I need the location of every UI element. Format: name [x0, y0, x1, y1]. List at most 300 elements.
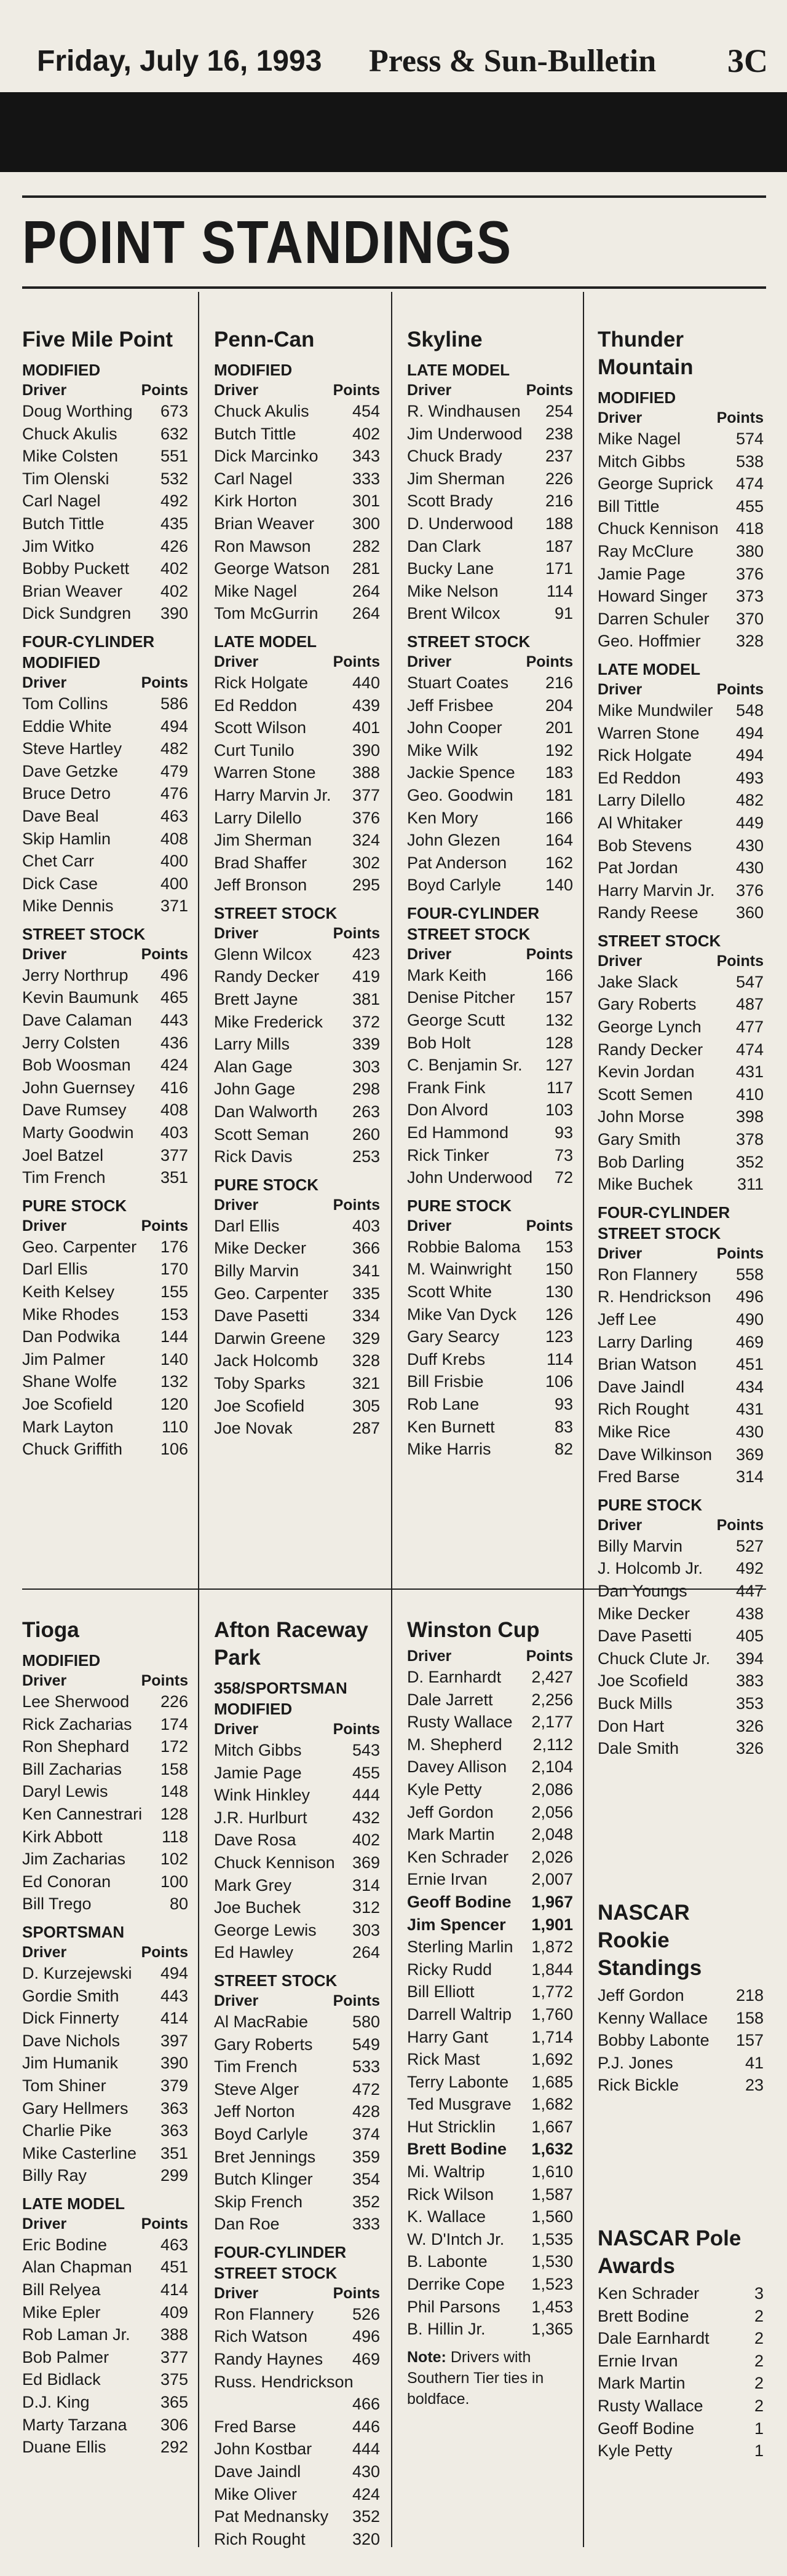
driver-points: 378: [735, 1130, 764, 1149]
points-header: Points: [333, 653, 380, 670]
driver-name: B. Hillin Jr.: [407, 2320, 486, 2339]
track-name: Five Mile Point: [22, 328, 173, 351]
standing-row: [407, 2273, 573, 2296]
driver-name: Skip Hamlin: [22, 829, 111, 848]
standing-row: [407, 1258, 573, 1281]
standing-row: [22, 693, 188, 715]
standing-row: [214, 1056, 380, 1078]
driver-name: Bill Zacharias: [22, 1759, 122, 1778]
driver-name: Dan Walworth: [214, 1102, 318, 1121]
standing-row: [22, 2391, 188, 2414]
standing-row: [407, 852, 573, 874]
driver-name: John Gage: [214, 1080, 296, 1099]
standing-row: [407, 1099, 573, 1121]
driver-name: Davey Allison: [407, 1757, 507, 1777]
driver-name: Dick Marcinko: [214, 447, 318, 466]
driver-name: Brad Shaffer: [214, 853, 307, 872]
standing-row: [598, 2029, 764, 2052]
driver-points: 414: [160, 2280, 188, 2299]
driver-points: 390: [160, 2054, 188, 2073]
header-black-bar: [0, 92, 787, 172]
standing-row: [214, 874, 380, 897]
standing-row: [407, 2318, 573, 2341]
column-headers: [407, 652, 573, 672]
points-header: Points: [716, 680, 764, 698]
driver-name: Geo. Goodwin: [407, 785, 513, 804]
standing-row: [407, 1711, 573, 1734]
driver-header: Driver: [214, 1196, 259, 1214]
driver-name: Ron Flannery: [598, 1265, 698, 1284]
driver-points: 82: [554, 1440, 573, 1459]
standing-row: [22, 1893, 188, 1915]
driver-points: 140: [160, 1349, 188, 1368]
standing-row: [598, 517, 764, 540]
standing-row: [407, 1303, 573, 1326]
driver-points: 2: [754, 2396, 764, 2415]
standing-row: [214, 694, 380, 717]
standing-row: [407, 2183, 573, 2206]
standing-row: [214, 1762, 380, 1785]
driver-name: Pat Jordan: [598, 858, 678, 878]
driver-header: Driver: [214, 653, 259, 670]
driver-points: 1,844: [531, 1960, 573, 1979]
standing-row: [407, 445, 573, 468]
driver-name: Warren Stone: [214, 763, 316, 782]
driver-name: Geo. Carpenter: [214, 1284, 329, 1303]
winston-cup-standings: [407, 1616, 573, 2409]
driver-name: Dave Wilkinson: [598, 1445, 713, 1464]
driver-points: 376: [735, 881, 764, 900]
standing-row: [407, 1936, 573, 1958]
standing-row: [214, 988, 380, 1011]
driver-name: Ron Flannery: [214, 2304, 314, 2323]
driver-points: 360: [735, 903, 764, 922]
standing-row: [407, 739, 573, 762]
driver-name: P.J. Jones: [598, 2053, 673, 2072]
driver-points: 543: [352, 1741, 380, 1759]
driver-points: 494: [160, 1963, 188, 1982]
driver-points: 326: [735, 1716, 764, 1735]
driver-header: Driver: [407, 382, 452, 399]
standing-row: [407, 2250, 573, 2273]
driver-points: 463: [160, 2235, 188, 2254]
standing-row: [214, 965, 380, 988]
column-headers: [214, 380, 380, 400]
driver-name: R. Windhausen: [407, 402, 521, 420]
driver-header: Driver: [598, 680, 643, 698]
track-name: Afton Raceway Park: [214, 1618, 368, 1670]
standing-row: [214, 2168, 380, 2191]
driver-name: Gordie Smith: [22, 1986, 119, 2005]
driver-name: Boyd Carlyle: [214, 2124, 309, 2143]
driver-points: 351: [160, 1168, 188, 1187]
driver-name: Mike Oliver: [214, 2484, 298, 2503]
standing-row: [407, 672, 573, 694]
driver-points: 363: [160, 2121, 188, 2140]
driver-name: Bob Darling: [598, 1152, 685, 1171]
driver-name: Chuck Kennison: [214, 1853, 335, 1872]
points-header: Points: [141, 2215, 188, 2232]
driver-points: 260: [352, 1125, 380, 1144]
driver-points: 23: [745, 2076, 764, 2095]
column-headers: [598, 408, 764, 428]
driver-header: Driver: [22, 382, 67, 399]
driver-name: George Lewis: [214, 1920, 317, 1939]
track-name: Tioga: [22, 1618, 79, 1642]
title-bottom-rule: [22, 286, 766, 289]
issue-date: Friday, July 16, 1993: [37, 45, 322, 77]
points-header: Points: [333, 1196, 380, 1214]
driver-name: Tom Shiner: [22, 2076, 106, 2095]
standing-row: [407, 535, 573, 558]
standing-row: [22, 1258, 188, 1281]
driver-points: 2,056: [531, 1802, 573, 1821]
driver-points: 431: [735, 1062, 764, 1082]
driver-name: Dave Jaindl: [214, 2462, 301, 2481]
driver-points: 292: [160, 2438, 188, 2457]
driver-name: Ted Musgrave: [407, 2095, 512, 2114]
driver-points: 2,112: [532, 1735, 573, 1754]
driver-points: 359: [352, 2147, 380, 2166]
driver-points: 424: [160, 1056, 188, 1075]
driver-name: Randy Haynes: [214, 2350, 323, 2369]
track-five-mile-point: [22, 326, 188, 1461]
driver-points: 354: [352, 2170, 380, 2189]
driver-name: Lee Sherwood: [22, 1692, 130, 1711]
driver-name: Joe Buchek: [214, 1898, 301, 1917]
driver-points: 326: [735, 1739, 764, 1758]
driver-points: 403: [160, 1123, 188, 1142]
driver-points: 469: [352, 2350, 380, 2369]
standing-row: [214, 784, 380, 807]
driver-points: 444: [352, 1786, 380, 1805]
driver-points: 1: [754, 2419, 764, 2438]
driver-points: 454: [352, 402, 380, 420]
driver-name: Rob Laman Jr.: [22, 2325, 130, 2344]
driver-points: 166: [545, 965, 573, 984]
driver-points: 321: [352, 1373, 380, 1392]
driver-header: Driver: [22, 673, 67, 691]
driver-name: Al Whitaker: [598, 813, 683, 832]
driver-name: Kevin Jordan: [598, 1062, 695, 1082]
driver-points: 430: [352, 2462, 380, 2481]
standing-row: [214, 2123, 380, 2146]
driver-points: 414: [160, 2009, 188, 2028]
driver-name: Rick Tinker: [407, 1145, 489, 1164]
driver-name: John Glezen: [407, 831, 500, 850]
driver-name: Bill Relyea: [22, 2280, 101, 2299]
standing-row: [407, 1666, 573, 1689]
driver-points: 216: [545, 673, 573, 692]
driver-name: Joel Batzel: [22, 1145, 104, 1164]
standing-row: [407, 512, 573, 535]
driver-name: Mike Rice: [598, 1422, 671, 1441]
driver-name: Mark Martin: [598, 2374, 686, 2393]
standing-row: [214, 445, 380, 468]
standing-row: [598, 473, 764, 495]
standing-row: [22, 602, 188, 625]
standing-row: [22, 1690, 188, 1713]
driver-points: 2,256: [531, 1690, 573, 1709]
standing-row: [214, 1237, 380, 1260]
driver-points: 106: [160, 1440, 188, 1459]
driver-name: Gary Roberts: [598, 995, 697, 1014]
driver-name: Buck Mills: [598, 1694, 673, 1713]
driver-points: 158: [160, 1759, 188, 1778]
driver-points: 170: [160, 1260, 188, 1279]
driver-name: Rick Zacharias: [22, 1714, 132, 1734]
driver-points: 83: [554, 1417, 573, 1436]
driver-name: Jackie Spence: [407, 763, 515, 782]
standing-row: [407, 1144, 573, 1167]
driver-name: D. Underwood: [407, 514, 513, 533]
driver-name: Don Alvord: [407, 1101, 489, 1120]
driver-name: Robbie Baloma: [407, 1237, 521, 1256]
driver-name: Randy Decker: [214, 967, 320, 986]
driver-name: Butch Tittle: [22, 514, 105, 533]
driver-name: Carl Nagel: [22, 492, 101, 511]
driver-name: Ken Mory: [407, 808, 478, 827]
driver-points: 1,632: [531, 2140, 573, 2159]
column-divider-1: [198, 292, 199, 2547]
driver-header: Driver: [598, 409, 643, 426]
standing-row: [214, 1349, 380, 1372]
driver-name: Bill Tittle: [598, 497, 660, 516]
driver-name: Alan Chapman: [22, 2258, 132, 2277]
driver-name: Chuck Akulis: [22, 424, 117, 443]
driver-name: Jamie Page: [214, 1763, 302, 1782]
driver-name: Mike Van Dyck: [407, 1305, 517, 1324]
standing-row: [214, 400, 380, 423]
driver-name: Rick Wilson: [407, 2185, 494, 2204]
standing-row: [214, 1852, 380, 1874]
driver-name: Mitch Gibbs: [598, 452, 686, 471]
driver-name: Alan Gage: [214, 1057, 293, 1076]
standing-row: [598, 1443, 764, 1466]
driver-points: 2: [754, 2329, 764, 2348]
driver-points: 394: [735, 1649, 764, 1668]
driver-points: 2,048: [531, 1825, 573, 1844]
driver-name: Marty Tarzana: [22, 2415, 127, 2434]
driver-name: Geoff Bodine: [407, 1892, 512, 1911]
standing-row: [598, 812, 764, 834]
driver-points: 1,530: [531, 2252, 573, 2271]
driver-name: Scott Semen: [598, 1085, 693, 1104]
driver-points: 324: [352, 831, 380, 850]
standing-row: [22, 1416, 188, 1439]
driver-name: Tim French: [22, 1168, 106, 1187]
standing-row: [407, 874, 573, 897]
driver-header: Driver: [598, 952, 643, 970]
standing-row: [598, 1128, 764, 1151]
standing-row: [22, 1281, 188, 1303]
title-top-rule: [22, 195, 766, 198]
driver-points: 370: [735, 609, 764, 628]
driver-name: Ed Hammond: [407, 1123, 509, 1142]
points-header: Points: [333, 924, 380, 942]
driver-points: 436: [160, 1033, 188, 1052]
points-header: Points: [526, 1647, 573, 1665]
standing-row: [214, 2483, 380, 2506]
standing-row: [22, 1370, 188, 1393]
standing-row: [214, 2393, 380, 2416]
driver-points: 477: [735, 1018, 764, 1037]
driver-points: 226: [545, 469, 573, 488]
driver-name: Jim Underwood: [407, 424, 523, 443]
standing-row: [214, 943, 380, 966]
standing-row: [598, 722, 764, 745]
points-header: Points: [333, 382, 380, 399]
standing-row: [22, 2007, 188, 2030]
driver-name: Jim Spencer: [407, 1915, 506, 1934]
driver-name: Chuck Kennison: [598, 519, 719, 538]
standing-row: [22, 1393, 188, 1416]
driver-header: Driver: [214, 382, 259, 399]
driver-points: 301: [352, 492, 380, 511]
standing-row: [407, 986, 573, 1009]
driver-points: 574: [735, 430, 764, 448]
driver-name: Ed Bidlack: [22, 2370, 101, 2389]
driver-points: 1,872: [531, 1938, 573, 1957]
standing-row: [407, 964, 573, 987]
driver-points: 130: [545, 1282, 573, 1301]
driver-points: 282: [352, 536, 380, 556]
driver-name: Frank Fink: [407, 1078, 486, 1097]
track-name: Penn-Can: [214, 328, 315, 351]
driver-points: 118: [161, 1827, 188, 1846]
driver-name: Rusty Wallace: [598, 2396, 703, 2415]
column-headers: [407, 944, 573, 964]
note-label: Note:: [407, 2348, 446, 2366]
driver-name: M. Shepherd: [407, 1735, 502, 1754]
track-skyline: [407, 326, 573, 1461]
standing-row: [214, 1919, 380, 1942]
standing-row: [407, 1054, 573, 1077]
driver-points: 400: [160, 874, 188, 893]
driver-name: Bill Frisbie: [407, 1372, 484, 1391]
driver-name: Billy Marvin: [214, 1262, 299, 1280]
page-number: 3C: [727, 42, 768, 79]
standing-row: [598, 1353, 764, 1376]
driver-points: 253: [352, 1147, 380, 1166]
driver-name: Brett Bodine: [407, 2140, 507, 2159]
standing-row: [407, 1958, 573, 1981]
driver-name: Bill Elliott: [407, 1982, 475, 2001]
division-heading: MODIFIED: [22, 361, 101, 379]
driver-points: 353: [735, 1694, 764, 1713]
driver-points: 474: [735, 474, 764, 493]
driver-points: 410: [735, 1085, 764, 1104]
driver-name: Ken Burnett: [407, 1417, 495, 1436]
standing-row: [598, 2327, 764, 2350]
driver-name: Fred Barse: [214, 2417, 296, 2436]
driver-points: 474: [735, 1040, 764, 1059]
standing-row: [598, 1151, 764, 1174]
standing-row: [598, 495, 764, 518]
driver-name: Joe Scofield: [22, 1394, 113, 1413]
driver-points: 390: [352, 740, 380, 760]
standing-row: [407, 2228, 573, 2251]
driver-name: Harry Marvin Jr.: [214, 785, 331, 804]
driver-name: Gary Hellmers: [22, 2099, 129, 2118]
driver-points: 263: [352, 1102, 380, 1121]
driver-points: 673: [160, 402, 188, 420]
driver-points: 402: [160, 581, 188, 600]
driver-name: Kyle Petty: [407, 1780, 482, 1799]
driver-name: Dave Nichols: [22, 2031, 121, 2050]
division-heading: LATE MODEL: [214, 632, 317, 651]
standing-row: [22, 490, 188, 512]
column-headers: [598, 1244, 764, 1263]
driver-name: Chuck Brady: [407, 447, 502, 466]
driver-name: Mike Colsten: [22, 447, 119, 466]
driver-points: 440: [352, 673, 380, 692]
driver-name: Larry Dilello: [598, 791, 686, 810]
driver-name: Marty Goodwin: [22, 1123, 134, 1142]
driver-name: Brian Weaver: [22, 581, 123, 600]
division-heading: MODIFIED: [598, 388, 676, 407]
driver-points: 302: [352, 853, 380, 872]
driver-name: Jim Zacharias: [22, 1850, 126, 1869]
driver-name: Ed Reddon: [214, 696, 298, 715]
standing-row: [214, 1305, 380, 1327]
standing-row: [214, 1101, 380, 1123]
driver-points: 306: [160, 2415, 188, 2434]
driver-name: Gary Smith: [598, 1130, 681, 1149]
driver-header: Driver: [22, 945, 67, 963]
driver-name: B. Labonte: [407, 2252, 488, 2271]
driver-points: 164: [545, 831, 573, 850]
driver-points: 373: [735, 587, 764, 606]
driver-points: 1,587: [531, 2185, 573, 2204]
track-penn-can: [214, 326, 380, 1440]
driver-points: 120: [160, 1394, 188, 1413]
standing-row: [598, 2007, 764, 2030]
driver-points: 383: [735, 1671, 764, 1690]
driver-name: Daryl Lewis: [22, 1782, 108, 1801]
driver-name: Scott Wilson: [214, 718, 307, 737]
standing-row: [214, 2213, 380, 2236]
points-header: Points: [141, 673, 188, 691]
driver-points: 439: [352, 696, 380, 715]
track-tioga: [22, 1616, 188, 2459]
standing-row: [214, 2505, 380, 2528]
standing-row: [598, 2074, 764, 2097]
driver-points: 91: [554, 604, 573, 623]
driver-points: 333: [352, 2215, 380, 2234]
driver-name: Ken Schrader: [407, 1847, 509, 1866]
driver-points: 482: [160, 739, 188, 758]
driver-points: 157: [735, 2031, 764, 2050]
driver-name: Toby Sparks: [214, 1373, 306, 1392]
driver-name: Hut Stricklin: [407, 2117, 496, 2136]
division-heading: PURE STOCK: [598, 1495, 702, 1514]
driver-name: Darl Ellis: [22, 1260, 88, 1279]
driver-name: Derrike Cope: [407, 2275, 505, 2294]
driver-name: Rob Lane: [407, 1394, 480, 1413]
driver-points: 403: [352, 1216, 380, 1235]
standing-row: [407, 1981, 573, 2003]
standing-row: [214, 1282, 380, 1305]
driver-points: 494: [160, 717, 188, 736]
driver-name: George Lynch: [598, 1018, 702, 1037]
driver-name: Mike Harris: [407, 1440, 491, 1459]
driver-points: 110: [161, 1417, 188, 1436]
driver-name: Rick Mast: [407, 2050, 480, 2069]
standing-row: [214, 761, 380, 784]
driver-name: Rusty Wallace: [407, 1713, 513, 1732]
standing-row: [22, 1077, 188, 1099]
